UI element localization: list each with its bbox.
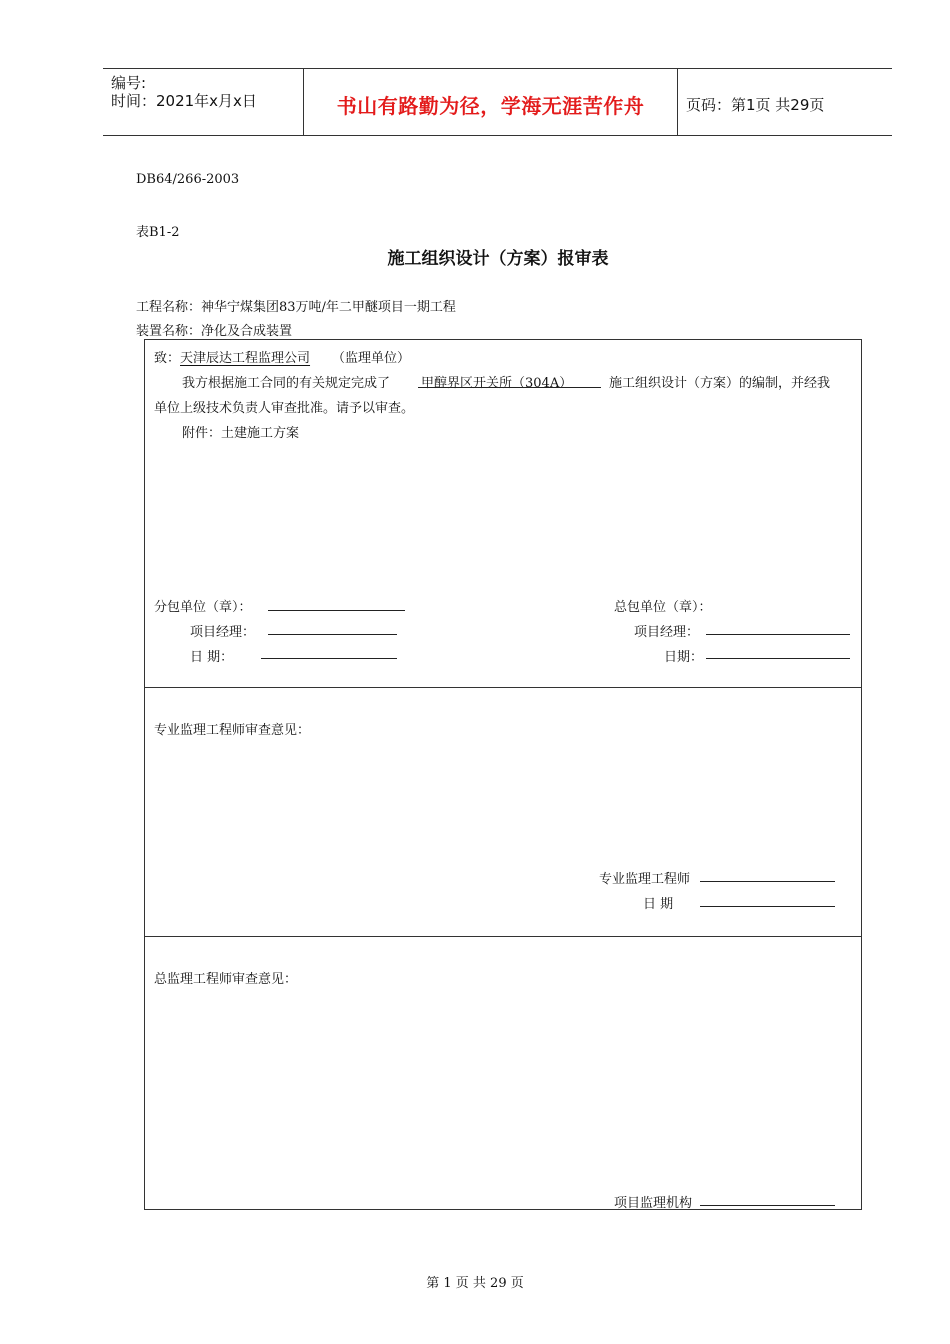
- sub-unit-label: 分包单位（章）：: [154, 600, 252, 615]
- date-label-right: 日期：: [664, 650, 704, 665]
- device-name: 装置名称：净化及合成装置: [136, 324, 293, 339]
- main-unit-label: 总包单位（章）：: [614, 600, 712, 615]
- pm-field-left[interactable]: [268, 634, 397, 635]
- header-page-code: 页码：第1页 共29页: [686, 96, 825, 114]
- supervision-unit-name: 天津辰达工程监理公司: [180, 351, 311, 366]
- header-time-label: 时间：2021年x月x日: [111, 92, 257, 110]
- addressee-suffix: （监理单位）: [332, 351, 411, 366]
- review-form: [144, 339, 862, 1210]
- table-code: 表B1-2: [136, 225, 180, 240]
- body-project: 甲醇界区开关所（304A）: [421, 376, 573, 391]
- section-divider: [144, 936, 862, 937]
- specialist-date-field[interactable]: [700, 906, 835, 907]
- header-bottom-rule: [103, 135, 892, 136]
- header-divider: [677, 68, 678, 136]
- header-top-rule: [103, 68, 892, 69]
- specialist-engineer-label: 专业监理工程师: [599, 872, 691, 887]
- body-line-1b: 施工组织设计（方案）的编制，并经我: [609, 376, 831, 391]
- addressee-line: [154, 347, 410, 366]
- header-motto: 书山有路勤为径，学海无涯苦作舟: [336, 94, 645, 118]
- supervision-org-label: 项目监理机构: [614, 1196, 693, 1211]
- date-field-left[interactable]: [261, 658, 397, 659]
- project-name: 工程名称：神华宁煤集团83万吨/年二甲醚项目一期工程: [136, 300, 456, 315]
- standard-code: DB64/266-2003: [136, 172, 240, 187]
- pm-label-left: 项目经理：: [190, 625, 256, 640]
- addressee-prefix: 致：: [154, 351, 181, 366]
- page-title: 施工组织设计（方案）报审表: [387, 249, 609, 269]
- specialist-date-label: 日 期: [643, 897, 674, 912]
- pm-label-right: 项目经理：: [634, 625, 700, 640]
- supervision-org-field[interactable]: [700, 1205, 835, 1206]
- date-label-left: 日 期：: [190, 650, 234, 665]
- sub-unit-field[interactable]: [268, 610, 405, 611]
- date-field-right[interactable]: [706, 658, 850, 659]
- project-underline: [418, 387, 601, 388]
- attachment-label: 附件：土建施工方案: [182, 426, 300, 441]
- specialist-engineer-field[interactable]: [700, 881, 835, 882]
- chief-opinion-label: 总监理工程师审查意见：: [154, 972, 298, 987]
- specialist-opinion-label: 专业监理工程师审查意见：: [154, 723, 311, 738]
- page-footer: 第 1 页 共 29 页: [426, 1276, 524, 1291]
- header-number-label: 编号:: [111, 74, 147, 92]
- body-line-1a: 我方根据施工合同的有关规定完成了: [182, 376, 391, 391]
- body-line-2: 单位上级技术负责人审查批准。请予以审查。: [154, 401, 415, 416]
- section-divider: [144, 687, 862, 688]
- pm-field-right[interactable]: [706, 634, 850, 635]
